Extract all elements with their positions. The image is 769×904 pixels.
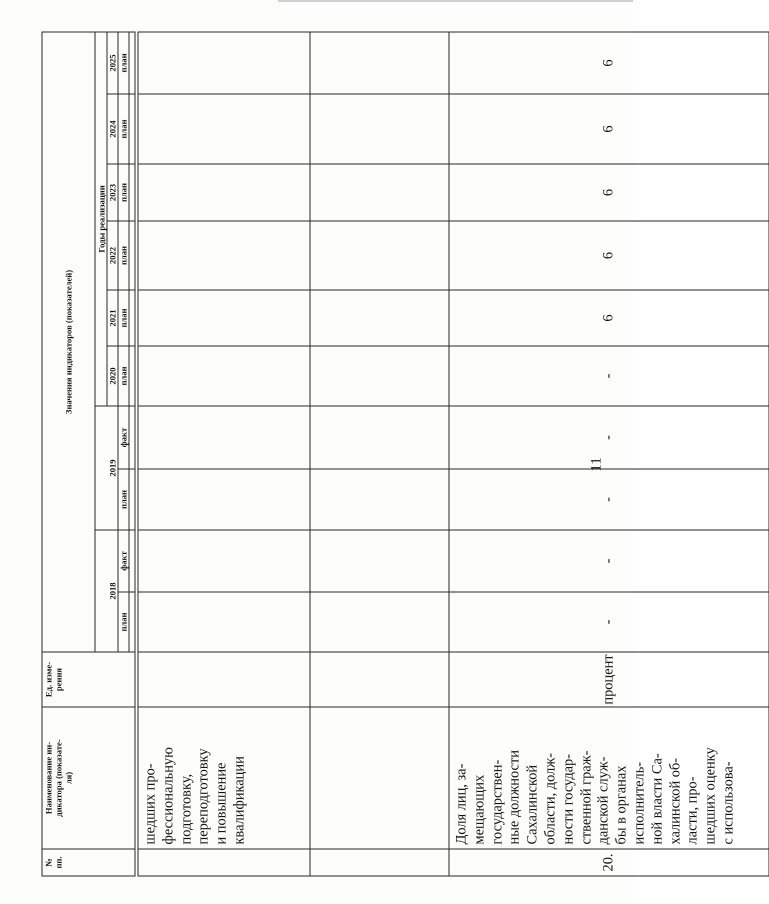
header-year: 2021 [107, 290, 118, 346]
header-year: 2020 [107, 346, 118, 406]
row-value [138, 94, 310, 164]
header-year: 2023 [107, 164, 118, 221]
header-years-realization: Годы реализации [95, 31, 107, 405]
header-plan: план [118, 164, 129, 221]
row-value [138, 221, 310, 290]
page-number: 11 [588, 456, 604, 472]
header-plan: план [118, 31, 129, 93]
header-year: 2025 [107, 31, 118, 93]
row-unit [138, 652, 310, 707]
header-fact: факт [118, 530, 129, 592]
table-row [138, 32, 310, 876]
row-value: - [449, 346, 769, 406]
row-name: шедших про- фессиональную подготовку, переподготовку и повышение квалификации [138, 707, 310, 849]
row-value [138, 406, 310, 469]
row-value [310, 469, 449, 530]
row-value: - [449, 592, 769, 652]
row-name: Доля лиц, за- мещающих государствен- ные должности Сахалинской области, долж- ности государ- ственной граж- данской служ- бы в органах исполнитель- ной власти Са- халинской об- ласти, про- шедших оценку с использова- [449, 707, 769, 849]
row-value [138, 469, 310, 530]
row-value [138, 164, 310, 221]
row-unit [310, 652, 449, 707]
row-value [310, 406, 449, 469]
row-num [310, 849, 449, 876]
header-values: Значения индикаторов (показателей) [42, 31, 95, 651]
row-value: 6 [449, 290, 769, 346]
table-row [310, 32, 449, 876]
header-plan: план [118, 592, 129, 652]
row-num: 20. [449, 849, 769, 876]
header-unit: Ед. изме- рения [42, 652, 135, 707]
table-row [449, 32, 769, 876]
row-value [310, 94, 449, 164]
row-value [310, 221, 449, 290]
row-value [138, 592, 310, 652]
row-value [138, 530, 310, 592]
row-value [310, 164, 449, 221]
row-value [138, 346, 310, 406]
row-value: - [449, 406, 769, 469]
row-value: - [449, 469, 769, 530]
header-num: № пп. [42, 849, 135, 876]
row-value: - [449, 530, 769, 592]
row-unit: процент [449, 652, 769, 707]
indicator-table-body [137, 31, 769, 876]
row-value [310, 346, 449, 406]
row-value: 6 [449, 221, 769, 290]
header-plan: план [118, 290, 129, 346]
row-value [310, 592, 449, 652]
header-plan: план [118, 346, 129, 406]
row-value: 6 [449, 32, 769, 94]
row-value [138, 290, 310, 346]
indicator-table-header [41, 31, 135, 876]
row-name [310, 707, 449, 849]
header-year-2019: 2019 [95, 406, 118, 530]
header-plan: план [118, 221, 129, 290]
row-value [310, 290, 449, 346]
header-year: 2024 [107, 94, 118, 164]
header-name: Наименование ин- дикатора (показате- ля) [42, 707, 135, 849]
header-plan: план [118, 94, 129, 164]
header-year: 2022 [107, 221, 118, 290]
row-value [310, 32, 449, 94]
row-value [310, 530, 449, 592]
header-plan: план [118, 469, 129, 530]
row-num [138, 849, 310, 876]
header-year-2018: 2018 [95, 530, 118, 652]
row-value: 6 [449, 94, 769, 164]
row-value: 6 [449, 164, 769, 221]
row-value [138, 32, 310, 94]
header-fact: факт [118, 406, 129, 469]
